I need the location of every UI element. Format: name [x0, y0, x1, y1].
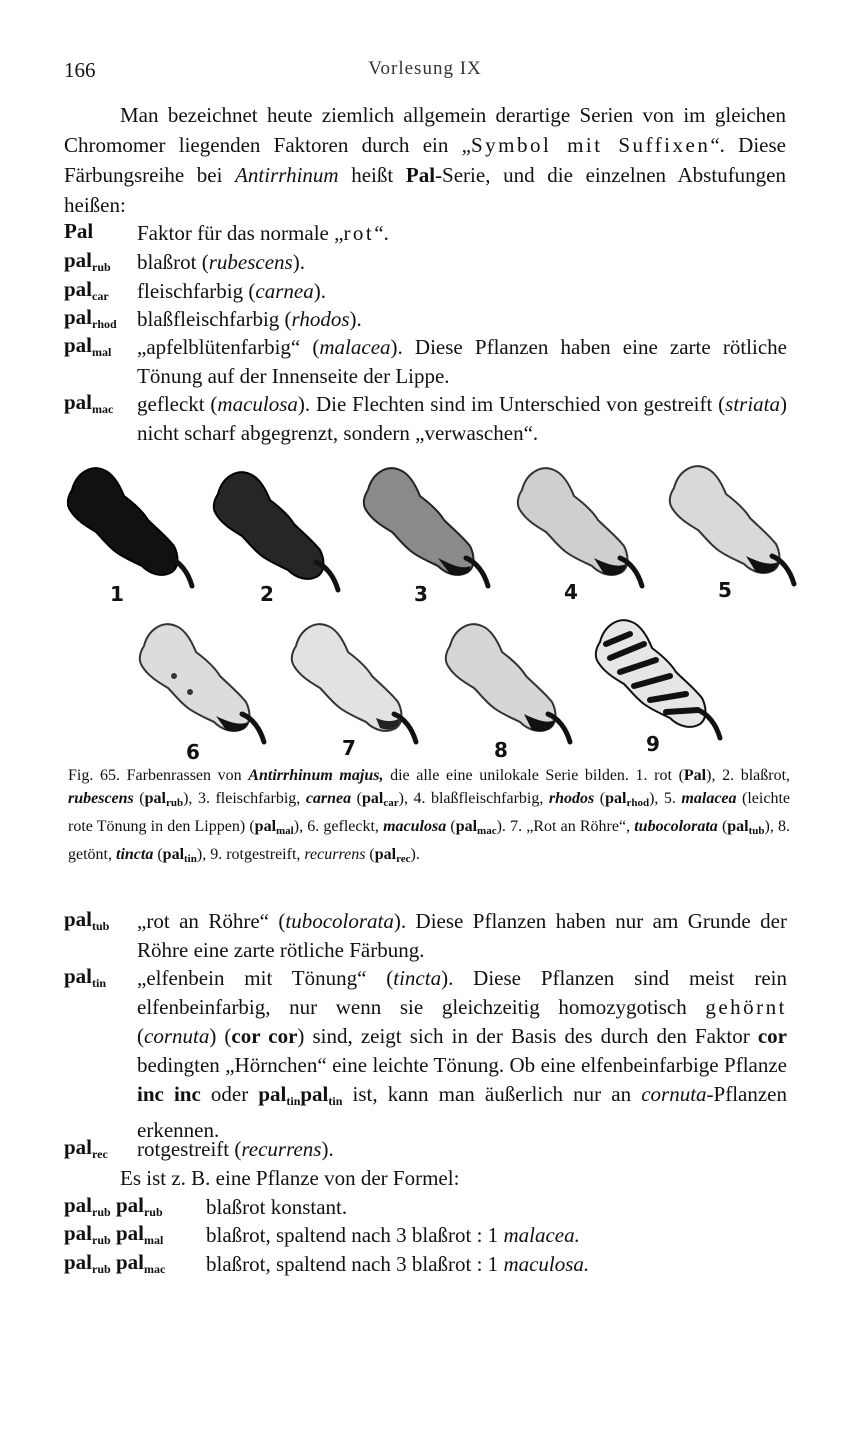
allele-description: fleischfarbig (carnea).: [137, 279, 326, 303]
allele-description: rotgestreift (recurrens).: [137, 1137, 334, 1161]
flower-drawing-3: [358, 462, 498, 602]
allele-description: blaßfleischfarbig (rhodos).: [137, 307, 362, 331]
figure-number-3: 3: [414, 582, 428, 606]
formula-description: blaßrot konstant.: [206, 1195, 348, 1219]
flower-drawing-4: [512, 462, 652, 602]
figure-number-5: 5: [718, 578, 732, 602]
allele-symbol: pal$_{rhod}$: [64, 305, 117, 331]
flower-drawing-8: [440, 618, 580, 758]
formula-intro: Es ist z. B. eine Pflanze von der Formel:: [120, 1166, 460, 1190]
allele-description: „apfelblütenfarbig“ (malacea). Diese Pflanzen haben eine zarte rötliche Tönung auf der Innenseite der Lippe.: [137, 335, 787, 388]
flower-drawing-6: [134, 618, 274, 758]
allele-symbol: pal$_{tin}$: [64, 964, 107, 990]
intro-paragraph: Man bezeichnet heute ziemlich allgemein derartige Serien von im gleichen Chromomer liegenden Faktoren durch ein „Symbol mit Suffixen“. Diese Färbungsreihe bei Antirrhinum heißt Pal-Serie, und die einzelnen Abstufungen heißen:: [64, 103, 787, 217]
running-title: Vorlesung IX: [368, 58, 482, 79]
figure-number-9: 9: [646, 732, 660, 756]
flower-drawing-2: [208, 466, 348, 606]
flower-drawing-9: [590, 614, 730, 754]
figure-number-4: 4: [564, 580, 578, 604]
allele-symbol: Pal: [64, 219, 94, 243]
formula-description: blaßrot, spaltend nach 3 blaßrot : 1 malacea.: [206, 1223, 580, 1247]
figure-number-2: 2: [260, 582, 274, 606]
formula-description: blaßrot, spaltend nach 3 blaßrot : 1 maculosa.: [206, 1252, 590, 1276]
figure-number-7: 7: [342, 736, 356, 760]
allele-symbol: pal$_{mac}$: [64, 390, 114, 416]
figure-number-8: 8: [494, 738, 508, 762]
allele-description: „elfenbein mit Tönung“ (tincta). Diese Pflanzen sind meist rein elfenbeinfarbig, nur wenn sie gleichzeitig homozygotisch gehörnt (cornuta) (cor cor) sind, zeigt sich in der Basis des durch den Faktor cor bedingten „Hörnchen“ eine leichte Tönung. Ob eine elfenbeinfarbige Pflanze inc inc oder pal$_{tin}$pal$_{tin}$ ist, kann man äußerlich nur an cornuta-Pflanzen erkennen.: [137, 966, 788, 1142]
flower-drawing-7: [286, 618, 426, 758]
allele-symbol: pal$_{rec}$: [64, 1135, 108, 1161]
allele-symbol: pal$_{mal}$: [64, 333, 112, 359]
allele-description: „rot an Röhre“ (tubocolorata). Diese Pflanzen haben nur am Grunde der Röhre eine zarte rötliche Färbung.: [137, 909, 787, 962]
allele-description: blaßrot (rubescens).: [137, 250, 305, 274]
figure-number-1: 1: [110, 582, 124, 606]
allele-description: Faktor für das normale „rot“.: [137, 221, 389, 245]
formula-symbol: pal$_{rub}$ pal$_{mac}$: [64, 1250, 166, 1276]
figure-caption: Fig. 65. Farbenrassen von Antirrhinum majus, die alle eine unilokale Serie bilden. 1. rot (Pal), 2. blaßrot, rubescens (pal$_{rub}$), 3. fleischfarbig, carnea (pal$_{car}$), 4. blaßfleischfarbig, rhodos (pal$_{rhod}$), 5. malacea (leichte rote Tönung in den Lippen) (pal$_{mal}$), 6. gefleckt, maculosa (pal$_{mac}$). 7. „Rot an Röhre“, tubocolorata (pal$_{tub}$), 8. getönt, tincta (pal$_{tin}$), 9. rotgestreift, recurrens (pal$_{rec}$).: [68, 767, 791, 865]
allele-description: gefleckt (maculosa). Die Flechten sind im Unterschied von gestreift (striata) nicht scharf abgegrenzt, sondern „verwaschen“.: [137, 392, 787, 445]
formula-symbol: pal$_{rub}$ pal$_{mal}$: [64, 1221, 164, 1247]
figure-number-6: 6: [186, 740, 200, 764]
allele-symbol: pal$_{tub}$: [64, 907, 110, 933]
allele-symbol: pal$_{car}$: [64, 277, 109, 303]
allele-symbol: pal$_{rub}$: [64, 248, 111, 274]
page-number: 166: [64, 58, 96, 82]
flower-drawing-1: [62, 462, 202, 602]
flower-drawing-5: [664, 460, 804, 600]
formula-symbol: pal$_{rub}$ pal$_{rub}$: [64, 1193, 163, 1219]
